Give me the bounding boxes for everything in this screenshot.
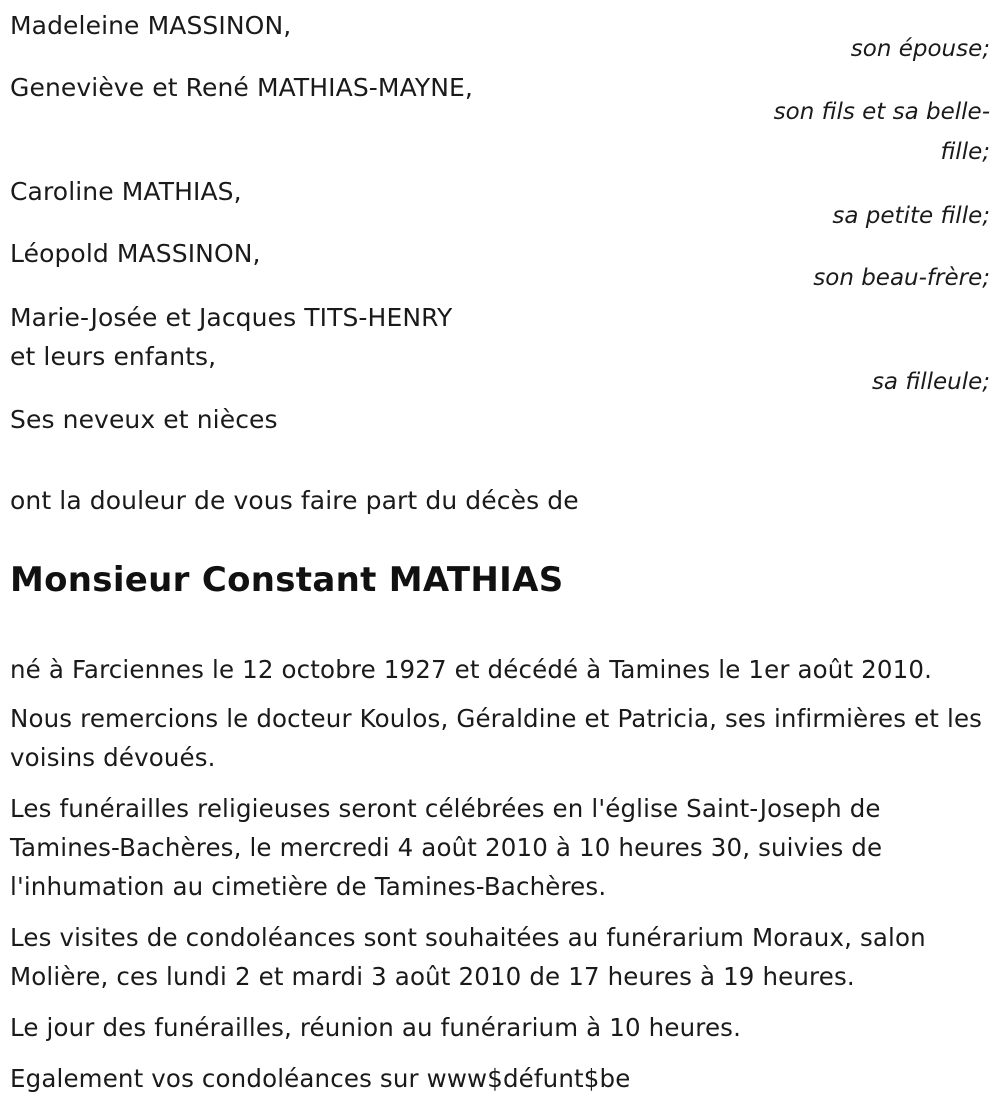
family-name-5-line1: Marie-Josée et Jacques TITS-HENRY (10, 303, 453, 332)
announcement-text: ont la douleur de vous faire part du décès de (10, 486, 579, 515)
condolences-paragraph: Egalement vos condoléances sur www$défunt$be (10, 1064, 631, 1093)
birth-death-paragraph: né à Farciennes le 12 octobre 1927 et décédé à Tamines le 1er août 2010. (10, 655, 933, 684)
family-name-4: Léopold MASSINON, (10, 239, 261, 268)
funeral-paragraph: Les funérailles religieuses seront célébrées en l'église Saint-Joseph de Tamines-Bachères, le mercredi 4 août 2010 à 10 heures 30, suivies de l'inhumation au cimetière de Tamines-Bachères. (10, 794, 883, 901)
family-relation-2-line2: fille; (940, 139, 990, 165)
deceased-name: Monsieur Constant MATHIAS (10, 560, 564, 600)
family-name-3: Caroline MATHIAS, (10, 177, 242, 206)
family-relation-1: son épouse; (850, 36, 990, 62)
family-relation-4: son beau-frère; (813, 265, 990, 291)
family-relation-2-line1: son fils et sa belle- (773, 99, 990, 125)
family-relation-5: sa filleule; (871, 369, 990, 395)
family-relation-3: sa petite fille; (832, 203, 990, 229)
family-name-6: Ses neveux et nièces (10, 405, 278, 434)
meeting-paragraph: Le jour des funérailles, réunion au funérarium à 10 heures. (10, 1013, 742, 1042)
family-name-2: Geneviève et René MATHIAS-MAYNE, (10, 73, 473, 102)
thanks-paragraph: Nous remercions le docteur Koulos, Géraldine et Patricia, ses infirmières et les voisins dévoués. (10, 704, 983, 772)
visits-paragraph: Les visites de condoléances sont souhaitées au funérarium Moraux, salon Molière, ces lundi 2 et mardi 3 août 2010 de 17 heures à 19 heures. (10, 923, 926, 991)
family-name-1: Madeleine MASSINON, (10, 11, 292, 40)
family-name-5-line2: et leurs enfants, (10, 342, 217, 371)
